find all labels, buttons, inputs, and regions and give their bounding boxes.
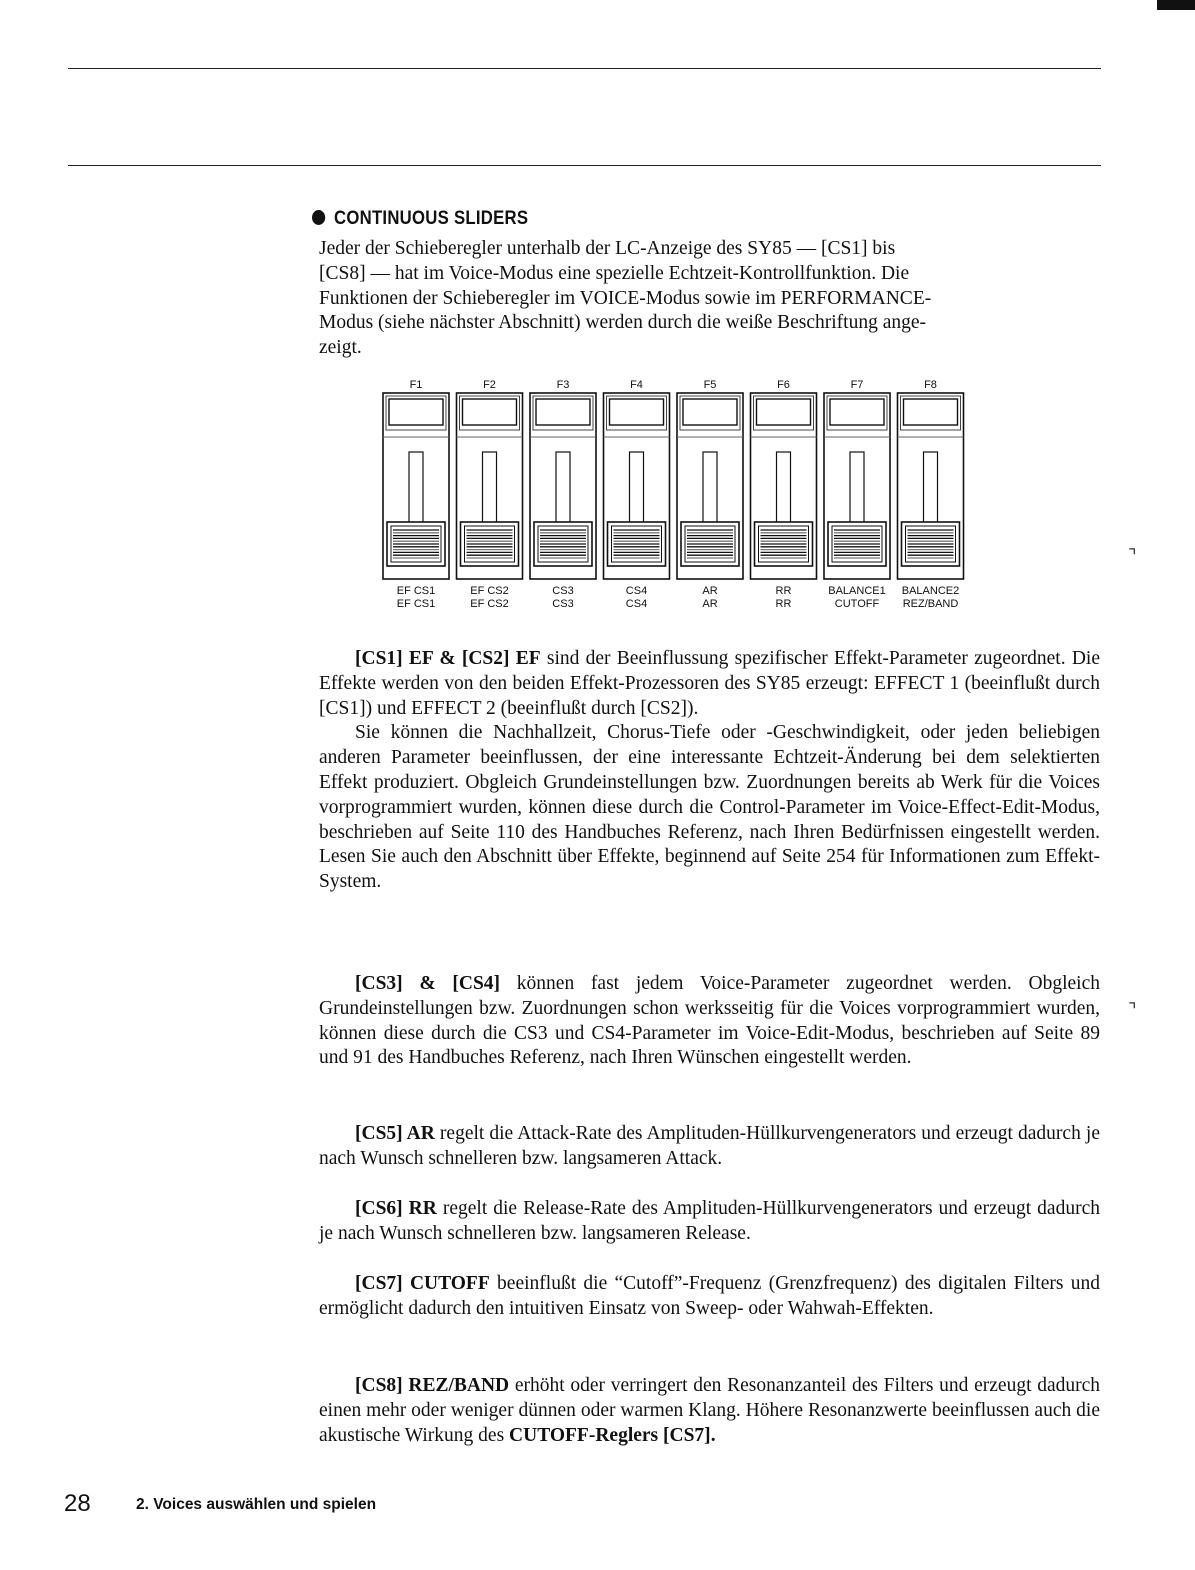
f-button [830, 399, 884, 425]
slider-label-voice: RR [775, 585, 792, 597]
f-key-label: F8 [924, 379, 937, 391]
f-key-label: F6 [777, 379, 790, 391]
f-button [904, 399, 958, 425]
slider-track [850, 452, 864, 524]
slider-label-voice: AR [702, 585, 718, 597]
slider-unit [383, 379, 449, 610]
intro-paragraph [319, 237, 1100, 361]
cs12-text-2: Sie können die Nachhallzeit, Chorus-Tiefe oder -Geschwindigkeit, oder jeden beliebigen anderen Parameter beeinflussen, der eine interessante Echtzeit-Änderung bei dem selektierten Effekt produziert. Obgleich Grundeinstellungen bzw. Zuordnungen bereits ab Werk für die Voices vorprogrammiert wurden, können diese durch die Control-Parameter im Voice-Effect-Edit-Modus, beschrieben auf Seite 110 des Handbuches Referenz, nach Ihren Bedürfnissen eingestellt werden. Lesen Sie auch den Abschnitt über Effekte, beginnend auf Seite 254 für Informationen zum Effekt-System. [319, 722, 1100, 893]
f-key-label: F1 [409, 379, 423, 391]
slider-diagram-svg [380, 374, 970, 614]
f-button [463, 399, 517, 425]
f-key-label: F5 [703, 379, 717, 391]
intro-line: Jeder der Schieberegler unterhalb der LC-Anzeige des SY85 — [CS1] bis [319, 238, 896, 259]
intro-line: Funktionen der Schieberegler im VOICE-Modus sowie im PERFORMANCE- [319, 287, 932, 309]
margin-mark-2: ⌝ [1128, 1000, 1137, 1021]
corner-mark [1157, 0, 1195, 10]
slider-unit [751, 379, 817, 610]
cs5-text: regelt die Attack-Rate des Amplituden-Hüllkurvengenerators und erzeugt dadurch je nach Wunsch schnelleren bzw. langsameren Attack. [319, 1123, 1100, 1169]
slider-unit [604, 379, 670, 610]
margin-mark-1: ⌝ [1128, 546, 1137, 567]
cs7-text: beeinflußt die “Cutoff”-Frequenz (Grenzfrequenz) des digitalen Filters und ermöglicht dadurch den intuitiven Einsatz von Sweep- oder Wahwah-Effekten. [319, 1273, 1100, 1319]
slider-label-performance: EF CS2 [470, 598, 509, 610]
section-heading: CONTINUOUS SLIDERS [312, 208, 528, 230]
slider-label-performance: RR [775, 598, 792, 610]
cs12-bold-label: [CS1] EF & [CS2] EF [355, 648, 541, 669]
f-button [683, 399, 737, 425]
slider-unit [824, 379, 890, 610]
slider-label-voice: EF CS1 [396, 585, 436, 597]
cs6-text: regelt die Release-Rate des Amplituden-Hüllkurvengenerators und erzeugt dadurch je nach Wunsch schnelleren bzw. langsameren Release. [319, 1198, 1100, 1244]
slider-unit [457, 379, 523, 610]
f-button [536, 399, 590, 425]
slider-unit [898, 379, 964, 610]
f-key-label: F4 [630, 379, 643, 391]
slider-label-voice: CS4 [625, 585, 648, 597]
f-button [757, 399, 811, 425]
slider-track [409, 452, 423, 524]
slider-label-performance: EF CS1 [396, 598, 436, 610]
slider-track [924, 452, 938, 524]
page-number: 28 [64, 1490, 91, 1517]
f-key-label: F3 [556, 379, 570, 391]
intro-line: [CS8] — hat im Voice-Modus eine spezielle Echtzeit-Kontrollfunktion. Die [319, 262, 910, 284]
f-button [389, 399, 443, 425]
slider-track [556, 452, 570, 524]
f-key-label: F7 [850, 379, 864, 391]
slider-label-voice: BALANCE1 [828, 585, 886, 597]
paragraph-cs3-cs4 [319, 972, 1100, 1071]
slider-track [703, 452, 717, 524]
slider-label-performance: CS3 [552, 598, 574, 610]
cs8-bold-label: [CS8] REZ/BAND [355, 1375, 510, 1396]
slider-label-voice: CS3 [552, 585, 574, 597]
bullet-icon [312, 210, 325, 225]
slider-label-performance: CS4 [625, 598, 648, 610]
paragraph-cs7 [319, 1272, 1100, 1322]
cs8-period: . [710, 1424, 716, 1446]
slider-track [777, 452, 791, 524]
slider-label-performance: AR [702, 598, 718, 610]
cs5-bold-label: [CS5] AR [355, 1123, 435, 1144]
top-rule [68, 68, 1101, 69]
f-key-label: F2 [483, 379, 496, 391]
cs8-text: erhöht oder verringert den Resonanzanteil des Filters und erzeugt dadurch einen mehr oder weniger dünnen oder warmen Klang. Höhere Resonanzwerte beeinflussen auch die akustische Wirkung des [319, 1375, 1100, 1446]
slider-label-voice: EF CS2 [470, 585, 509, 597]
slider-unit [677, 379, 743, 610]
slider-track [630, 452, 644, 524]
cs34-text: können fast jedem Voice-Parameter zugeordnet werden. Obgleich Grundeinstellungen bzw. Zuordnungen schon werksseitig für die Voices vorprogrammiert wurden, können diese durch die CS3 und CS4-Parameter im Voice-Edit-Modus, beschrieben auf Seite 89 und 91 des Handbuches Referenz, nach Ihren Wünschen eingestellt werden. [319, 973, 1100, 1069]
slider-label-voice: BALANCE2 [901, 585, 960, 597]
cs6-bold-label: [CS6] RR [355, 1198, 437, 1219]
slider-track [483, 452, 497, 524]
f-button [610, 399, 664, 425]
slider-label-performance: CUTOFF [834, 598, 880, 610]
cs34-bold-label: [CS3] & [CS4] [355, 973, 501, 994]
cs7-bold-label: [CS7] CUTOFF [355, 1273, 490, 1294]
slider-unit [530, 379, 596, 610]
second-rule [68, 165, 1101, 166]
chapter-title: 2. Voices auswählen und spielen [136, 1496, 377, 1513]
intro-line: zeigt. [319, 337, 362, 359]
paragraph-cs1-cs2 [319, 647, 1100, 895]
cs12-text: sind der Beeinflussung spezifischer Effekt-Parameter zugeordnet. Die Effekte werden von den beiden Effekt-Prozessoren des SY85 erzeugt: EFFECT 1 (beeinflußt durch [CS1]) und EFFECT 2 (beeinflußt durch [CS2]). [319, 648, 1101, 719]
paragraph-cs6 [319, 1197, 1100, 1247]
intro-line: Modus (siehe nächster Abschnitt) werden durch die weiße Beschriftung ange- [319, 312, 927, 334]
slider-diagram [380, 374, 970, 614]
paragraph-cs8 [319, 1374, 1100, 1448]
cs8-bold-end: CUTOFF-Reglers [CS7] [509, 1424, 711, 1446]
slider-label-performance: REZ/BAND [902, 598, 959, 610]
paragraph-cs5 [319, 1122, 1100, 1172]
